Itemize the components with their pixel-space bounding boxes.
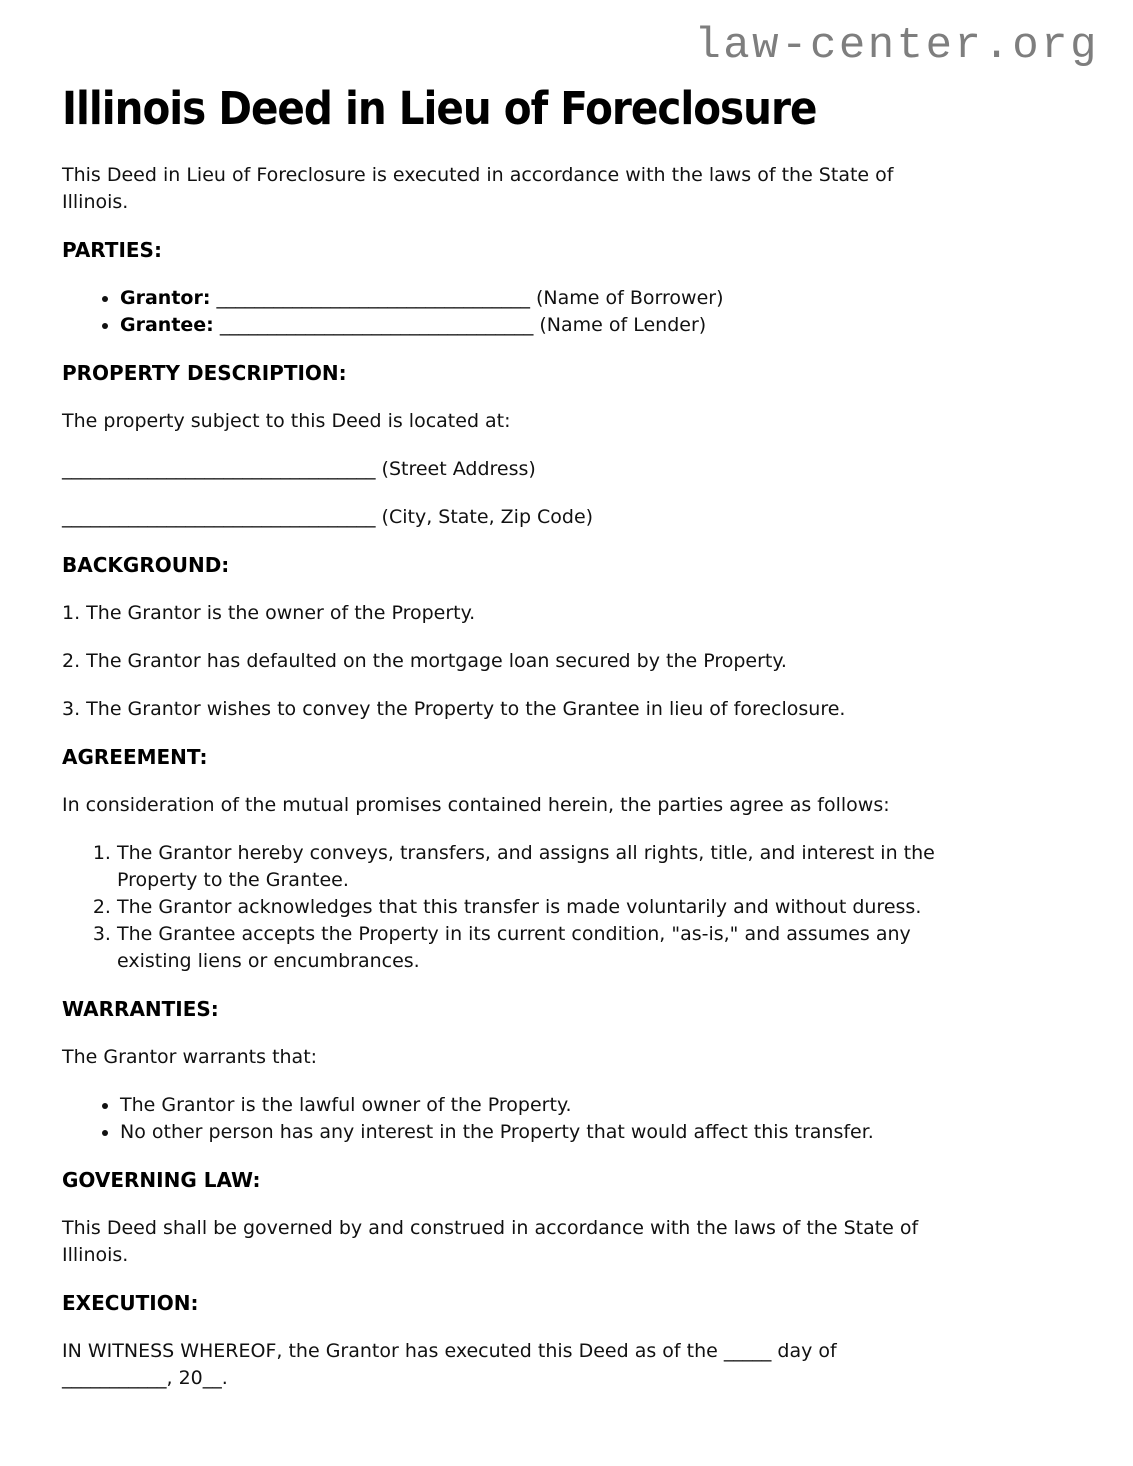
grantor-suffix: (Name of Borrower) bbox=[536, 287, 724, 309]
grantee-suffix: (Name of Lender) bbox=[539, 314, 707, 336]
agreement-item-3-line-1: The Grantee accepts the Property in its current condition, "as-is," and assumes any bbox=[117, 923, 911, 945]
grantee-label: Grantee: bbox=[120, 314, 214, 336]
execution-heading: EXECUTION: bbox=[62, 1291, 199, 1315]
intro-line-2: Illinois. bbox=[62, 191, 129, 213]
execution-line-1: IN WITNESS WHEREOF, the Grantor has executed this Deed as of the _____ day of bbox=[62, 1340, 837, 1362]
agreement-intro: In consideration of the mutual promises contained herein, the parties agree as follows: bbox=[62, 794, 890, 816]
page-title: Illinois Deed in Lieu of Foreclosure bbox=[62, 82, 817, 135]
intro-line-1: This Deed in Lieu of Foreclosure is executed in accordance with the laws of the State of bbox=[62, 164, 894, 186]
background-item-3: 3. The Grantor wishes to convey the Property to the Grantee in lieu of foreclosure. bbox=[62, 698, 846, 720]
city-state-zip-line bbox=[62, 504, 1071, 531]
street-address-line bbox=[62, 456, 1071, 483]
agreement-item-3-line-2: existing liens or encumbrances. bbox=[117, 950, 420, 972]
site-logo[interactable]: law-center.org bbox=[694, 21, 1099, 71]
street-address-label: (Street Address) bbox=[381, 458, 536, 480]
execution-paragraph bbox=[62, 1338, 1071, 1392]
agreement-item-1-line-2: Property to the Grantee. bbox=[117, 869, 349, 891]
city-state-zip-blank: _________________________________ bbox=[62, 506, 376, 528]
execution-line-2: ___________, 20__. bbox=[62, 1367, 228, 1389]
background-item-2: 2. The Grantor has defaulted on the mortgage loan secured by the Property. bbox=[62, 650, 787, 672]
agreement-item-1 bbox=[117, 840, 1071, 894]
city-state-zip-label: (City, State, Zip Code) bbox=[381, 506, 594, 528]
agreement-list bbox=[62, 840, 1071, 975]
background-item-1: 1. The Grantor is the owner of the Property. bbox=[62, 602, 476, 624]
governing-law-line-1: This Deed shall be governed by and construed in accordance with the laws of the State of bbox=[62, 1217, 919, 1239]
grantor-label: Grantor: bbox=[120, 287, 211, 309]
parties-list bbox=[62, 285, 1071, 339]
grantor-blank-line: _________________________________ bbox=[216, 287, 530, 309]
intro-paragraph bbox=[62, 162, 1071, 216]
property-location-intro: The property subject to this Deed is located at: bbox=[62, 410, 511, 432]
agreement-item-2 bbox=[117, 894, 1071, 921]
agreement-heading: AGREEMENT: bbox=[62, 745, 208, 769]
parties-heading: PARTIES: bbox=[62, 238, 162, 262]
warranties-intro: The Grantor warrants that: bbox=[62, 1046, 318, 1068]
governing-law-line-2: Illinois. bbox=[62, 1244, 129, 1266]
agreement-item-2-line-1: The Grantor acknowledges that this transfer is made voluntarily and without duress. bbox=[117, 896, 922, 918]
agreement-item-1-line-1: The Grantor hereby conveys, transfers, and assigns all rights, title, and interest in the bbox=[117, 842, 935, 864]
grantee-blank-line: _________________________________ bbox=[219, 314, 534, 336]
governing-law-paragraph bbox=[62, 1215, 1071, 1269]
agreement-item-3 bbox=[117, 921, 1071, 975]
warranties-list bbox=[62, 1092, 1071, 1146]
warranties-heading: WARRANTIES: bbox=[62, 997, 219, 1021]
property-description-heading: PROPERTY DESCRIPTION: bbox=[62, 361, 347, 385]
party-item-grantor bbox=[120, 285, 1071, 312]
governing-law-heading: GOVERNING LAW: bbox=[62, 1168, 261, 1192]
background-heading: BACKGROUND: bbox=[62, 553, 230, 577]
warranty-item-1: • The Grantor is the lawful owner of the Property. bbox=[120, 1092, 1071, 1119]
street-address-blank: _________________________________ bbox=[62, 458, 376, 480]
party-item-grantee bbox=[120, 312, 1071, 339]
warranty-item-2: • No other person has any interest in the Property that would affect this transfer. bbox=[120, 1119, 1071, 1146]
